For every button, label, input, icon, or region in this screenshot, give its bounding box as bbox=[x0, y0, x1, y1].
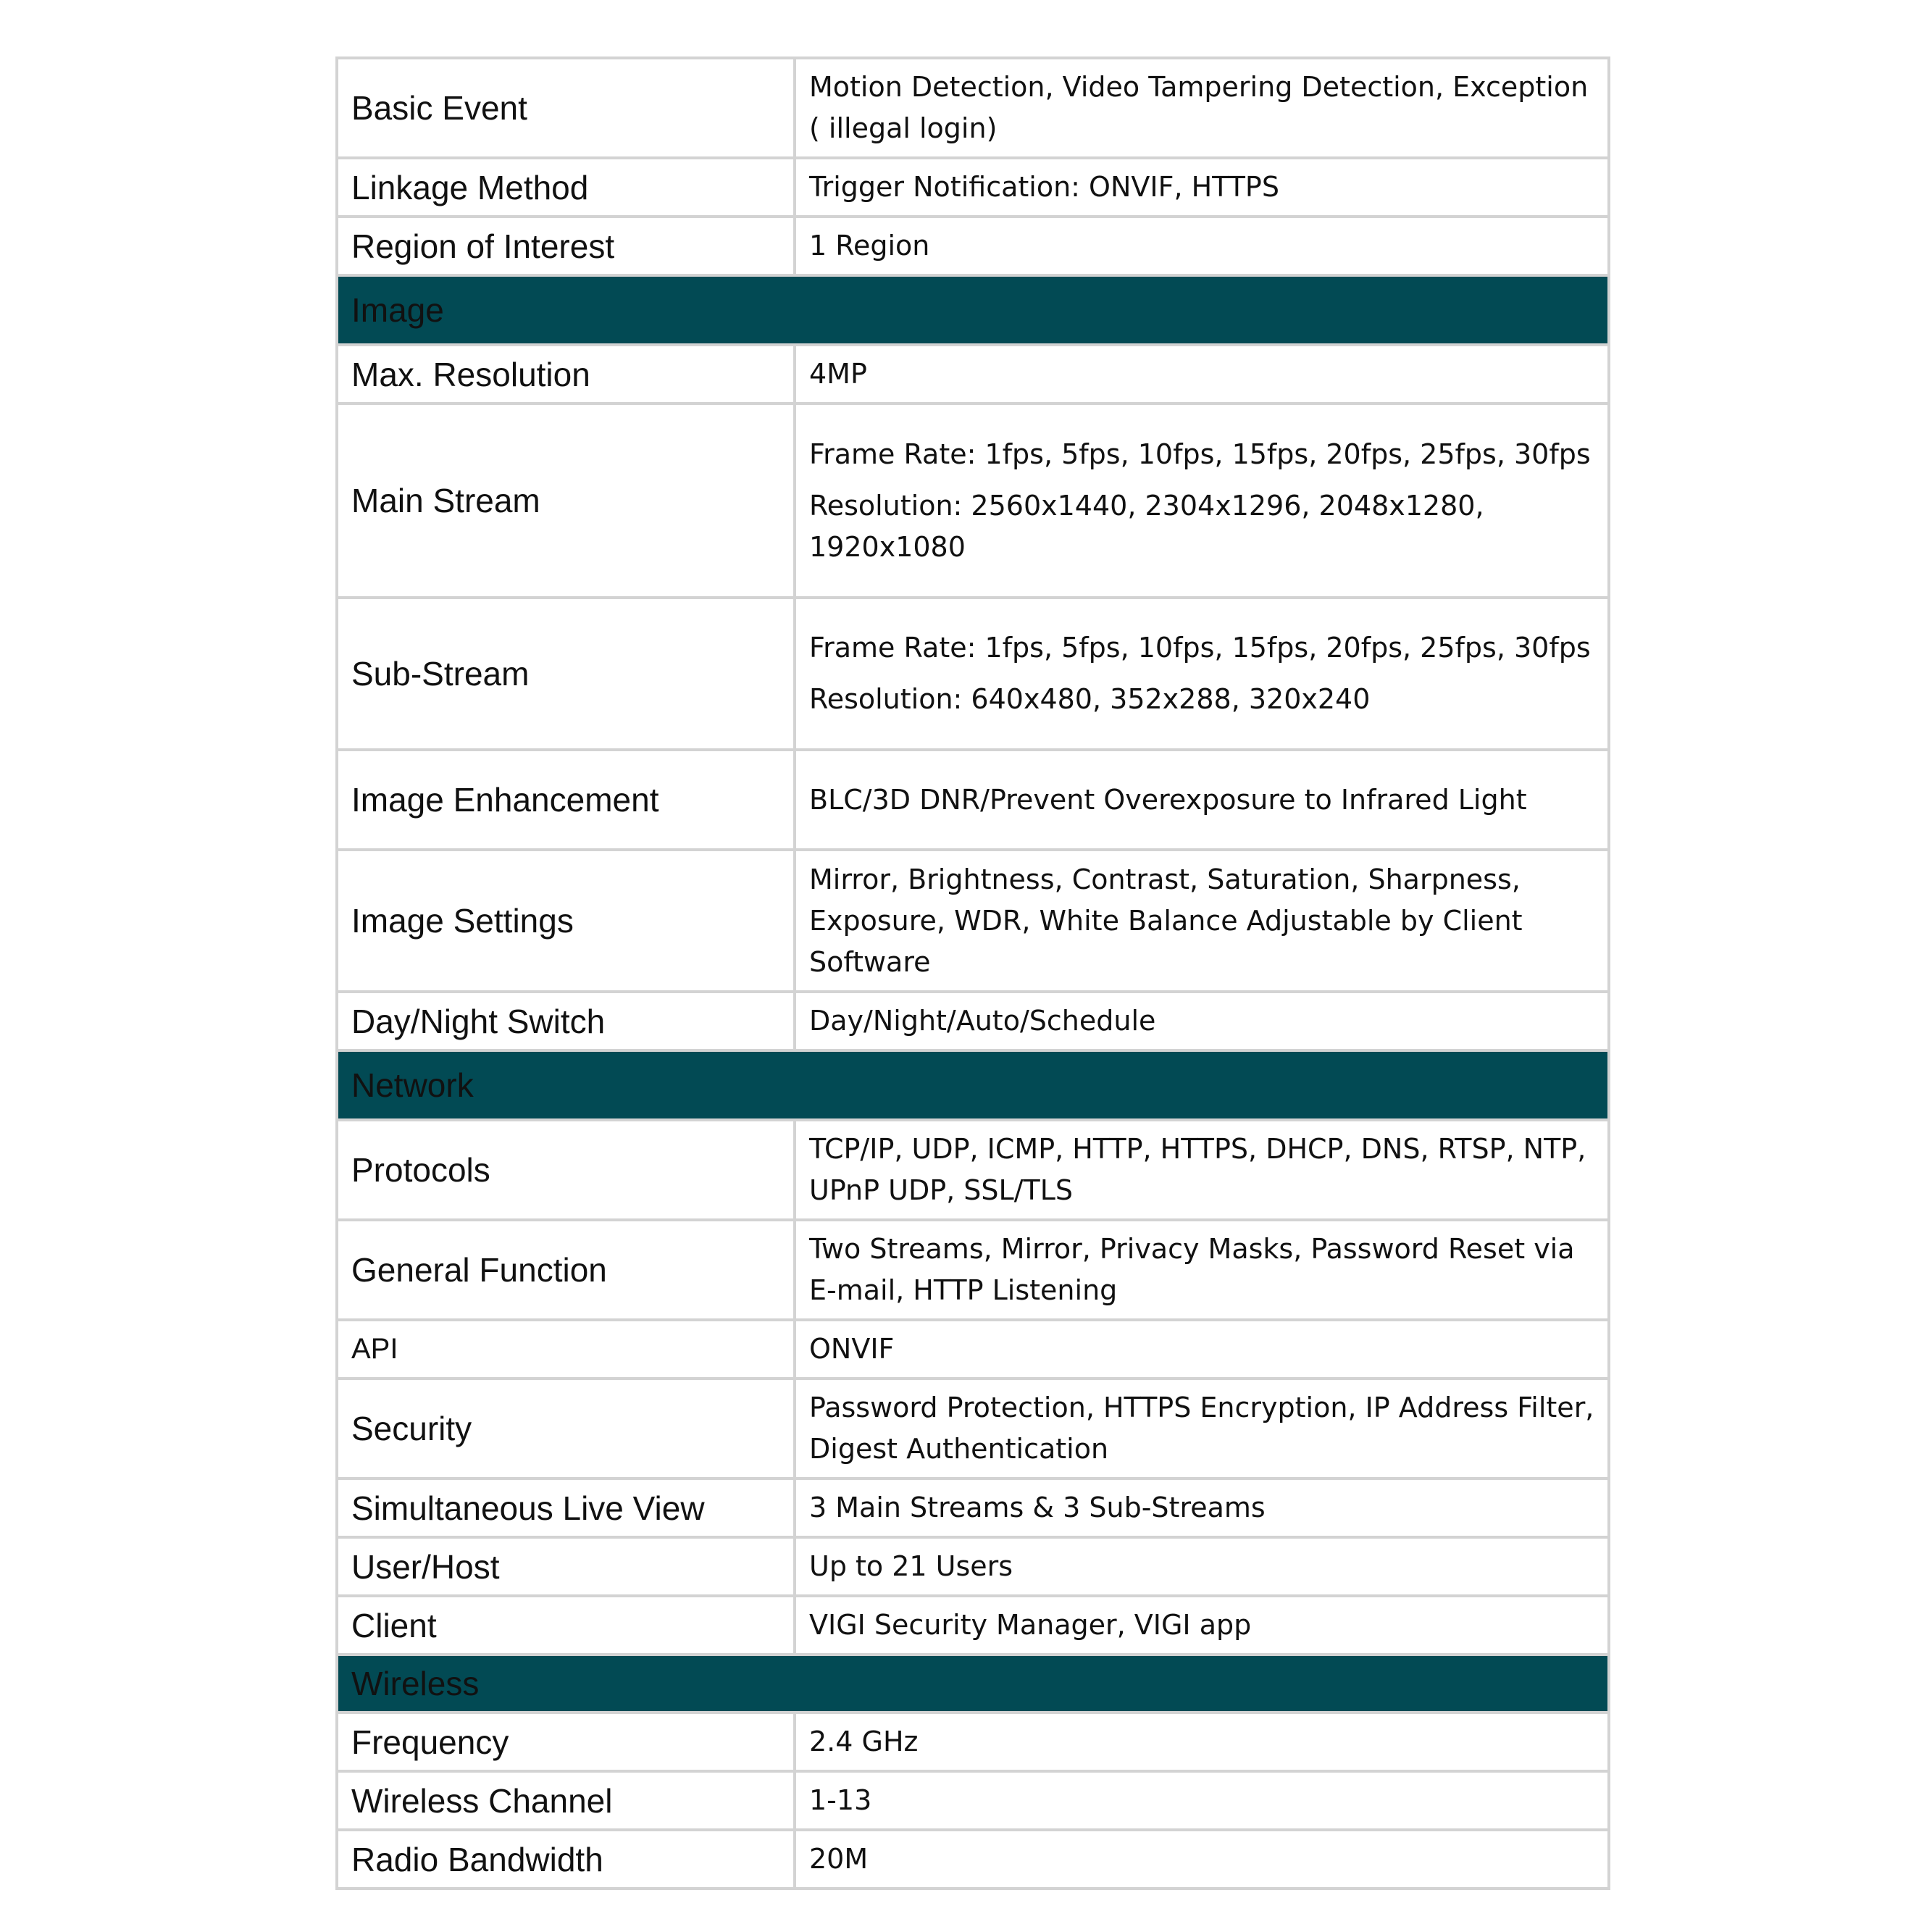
spec-value-line: 4MP bbox=[809, 358, 867, 390]
spec-label: Main Stream bbox=[337, 403, 795, 598]
spec-value-line: Day/Night/Auto/Schedule bbox=[809, 1005, 1156, 1037]
spec-value-line: 20M bbox=[809, 1843, 869, 1875]
section-title: Wireless bbox=[337, 1655, 1609, 1713]
spec-label: Frequency bbox=[337, 1713, 795, 1771]
spec-row-basic-event bbox=[337, 58, 1609, 158]
spec-value bbox=[795, 850, 1609, 992]
spec-value-line: Trigger Notification: ONVIF, HTTPS bbox=[809, 171, 1279, 203]
spec-value bbox=[795, 158, 1609, 217]
spec-value-line: Up to 21 Users bbox=[809, 1550, 1013, 1582]
spec-table-body bbox=[337, 58, 1609, 1889]
spec-value-line: TCP/IP, UDP, ICMP, HTTP, HTTPS, DHCP, DNS, RTSP, NTP, UPnP UDP, SSL/TLS bbox=[809, 1133, 1586, 1206]
spec-table bbox=[335, 57, 1610, 1890]
spec-value bbox=[795, 598, 1609, 750]
spec-label: API bbox=[337, 1320, 795, 1379]
spec-row-client bbox=[337, 1596, 1609, 1655]
spec-row-protocols bbox=[337, 1120, 1609, 1220]
spec-row-user-host bbox=[337, 1537, 1609, 1596]
spec-value bbox=[795, 1120, 1609, 1220]
spec-value-line: 2.4 GHz bbox=[809, 1726, 919, 1757]
spec-value-line: Resolution: 640x480, 352x288, 320x240 bbox=[809, 683, 1371, 715]
spec-row-general-function bbox=[337, 1220, 1609, 1320]
spec-label: Linkage Method bbox=[337, 158, 795, 217]
spec-label: Simultaneous Live View bbox=[337, 1479, 795, 1537]
spec-value-line: Two Streams, Mirror, Privacy Masks, Password Reset via E-mail, HTTP Listening bbox=[809, 1233, 1575, 1306]
spec-row-image-enhancement bbox=[337, 750, 1609, 850]
section-title: Image bbox=[337, 275, 1609, 345]
spec-label: Day/Night Switch bbox=[337, 992, 795, 1050]
spec-value bbox=[795, 992, 1609, 1050]
spec-value-line: Mirror, Brightness, Contrast, Saturation, Sharpness, Exposure, WDR, White Balance Adjustable by Client Software bbox=[809, 863, 1523, 978]
spec-label: Region of Interest bbox=[337, 217, 795, 275]
spec-value bbox=[795, 1379, 1609, 1479]
spec-value bbox=[795, 1320, 1609, 1379]
spec-value bbox=[795, 1596, 1609, 1655]
spec-label: Protocols bbox=[337, 1120, 795, 1220]
spec-row-sub-stream bbox=[337, 598, 1609, 750]
spec-label: User/Host bbox=[337, 1537, 795, 1596]
section-title: Network bbox=[337, 1050, 1609, 1120]
section-header-wireless bbox=[337, 1655, 1609, 1713]
spec-value bbox=[795, 58, 1609, 158]
spec-label: Radio Bandwidth bbox=[337, 1830, 795, 1889]
spec-value bbox=[795, 1771, 1609, 1830]
spec-row-security bbox=[337, 1379, 1609, 1479]
spec-value bbox=[795, 1830, 1609, 1889]
spec-row-simultaneous-live-view bbox=[337, 1479, 1609, 1537]
spec-value-line: 1 Region bbox=[809, 230, 930, 262]
spec-label: Max. Resolution bbox=[337, 345, 795, 403]
spec-value bbox=[795, 1537, 1609, 1596]
spec-value-line: Password Protection, HTTPS Encryption, IP Address Filter, Digest Authentication bbox=[809, 1392, 1594, 1465]
spec-row-frequency bbox=[337, 1713, 1609, 1771]
spec-value-line: 3 Main Streams & 3 Sub-Streams bbox=[809, 1492, 1266, 1523]
spec-row-main-stream bbox=[337, 403, 1609, 598]
spec-value-line: ONVIF bbox=[809, 1333, 895, 1365]
spec-label: Image Settings bbox=[337, 850, 795, 992]
spec-value-line: BLC/3D DNR/Prevent Overexposure to Infrared Light bbox=[809, 783, 1527, 816]
spec-value-line: Frame Rate: 1fps, 5fps, 10fps, 15fps, 20fps, 25fps, 30fps bbox=[809, 632, 1591, 664]
spec-value-line: Motion Detection, Video Tampering Detection, Exception ( illegal login) bbox=[809, 71, 1589, 144]
section-header-network bbox=[337, 1050, 1609, 1120]
spec-row-day-night-switch bbox=[337, 992, 1609, 1050]
spec-value bbox=[795, 345, 1609, 403]
spec-value bbox=[795, 1220, 1609, 1320]
spec-row-wireless-channel bbox=[337, 1771, 1609, 1830]
spec-value-line: 1-13 bbox=[809, 1784, 872, 1816]
spec-row-region-of-interest bbox=[337, 217, 1609, 275]
spec-row-max-resolution bbox=[337, 345, 1609, 403]
section-header-image bbox=[337, 275, 1609, 345]
spec-row-image-settings bbox=[337, 850, 1609, 992]
spec-value bbox=[795, 750, 1609, 850]
spec-label: Sub-Stream bbox=[337, 598, 795, 750]
spec-row-radio-bandwidth bbox=[337, 1830, 1609, 1889]
spec-value bbox=[795, 1479, 1609, 1537]
spec-value bbox=[795, 217, 1609, 275]
spec-row-api bbox=[337, 1320, 1609, 1379]
spec-value-line: VIGI Security Manager, VIGI app bbox=[809, 1609, 1252, 1641]
spec-label: Basic Event bbox=[337, 58, 795, 158]
spec-value bbox=[795, 1713, 1609, 1771]
spec-label: Client bbox=[337, 1596, 795, 1655]
spec-row-linkage-method bbox=[337, 158, 1609, 217]
spec-label: Image Enhancement bbox=[337, 750, 795, 850]
spec-value-line: Frame Rate: 1fps, 5fps, 10fps, 15fps, 20fps, 25fps, 30fps bbox=[809, 438, 1591, 470]
spec-label: General Function bbox=[337, 1220, 795, 1320]
spec-value bbox=[795, 403, 1609, 598]
spec-label: Wireless Channel bbox=[337, 1771, 795, 1830]
spec-label: Security bbox=[337, 1379, 795, 1479]
spec-value-line: Resolution: 2560x1440, 2304x1296, 2048x1280, 1920x1080 bbox=[809, 489, 1484, 563]
